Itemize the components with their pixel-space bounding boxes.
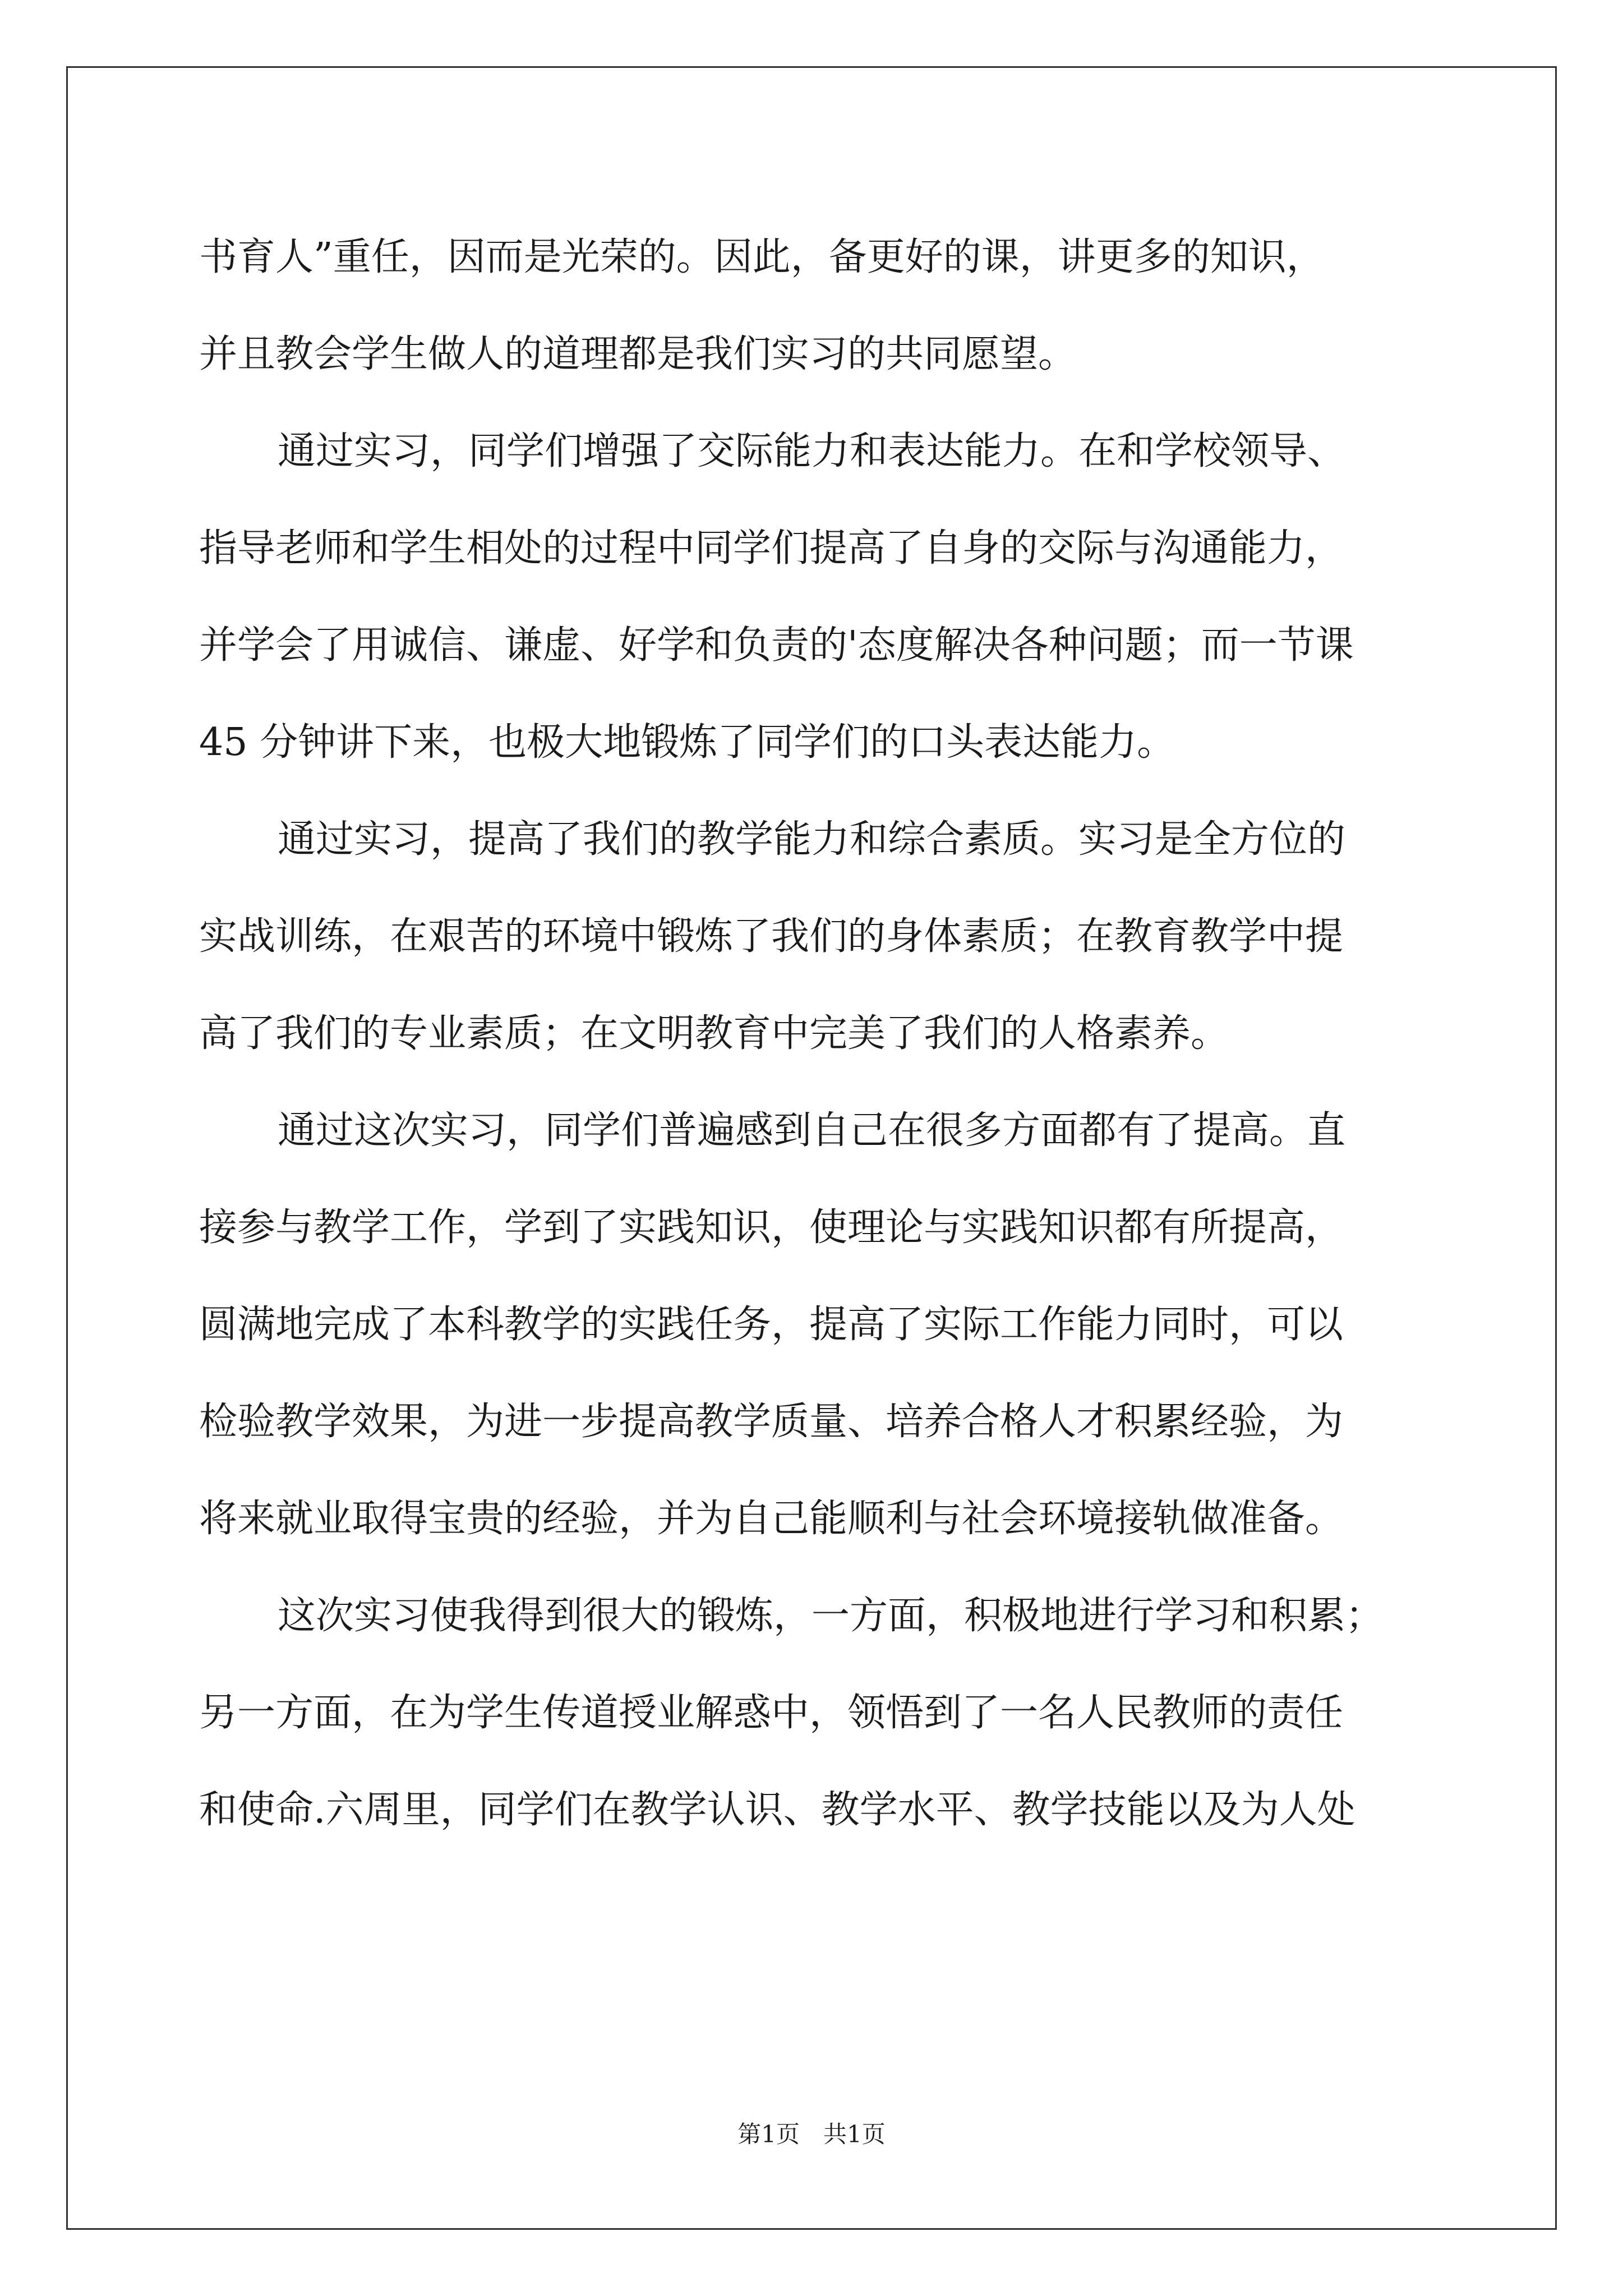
text-line: 45 分钟讲下来，也极大地锻炼了同学们的口头表达能力。 (199, 720, 1175, 765)
text-line: 圆满地完成了本科教学的实践任务，提高了实际工作能力同时，可以 (199, 1303, 1344, 1347)
text-line: 接参与教学工作，学到了实践知识，使理论与实践知识都有所提高， (199, 1205, 1344, 1250)
document-body (199, 209, 1433, 1858)
paragraph-first-line: 通过实习，提高了我们的教学能力和综合素质。实习是全方位的 (278, 817, 1346, 862)
text-line: 并且教会学生做人的道理都是我们实习的共同愿望。 (199, 332, 1077, 376)
text-line: 高了我们的专业素质；在文明教育中完美了我们的人格素养。 (199, 1011, 1229, 1056)
text-line: 书育人”重任，因而是光荣的。因此，备更好的课，讲更多的知识， (199, 235, 1325, 279)
paragraph-first-line: 通过这次实习，同学们普遍感到自己在很多方面都有了提高。直 (278, 1108, 1346, 1153)
text-line: 和使命.六周里，同学们在教学认识、教学水平、教学技能以及为人处 (199, 1788, 1355, 1832)
text-line: 指导老师和学生相处的过程中同学们提高了自身的交际与沟通能力， (199, 526, 1344, 570)
text-line: 并学会了用诚信、谦虚、好学和负责的'态度解决各种问题；而一节课 (199, 623, 1354, 668)
text-line: 检验教学效果，为进一步提高教学质量、培养合格人才积累经验，为 (199, 1400, 1344, 1444)
paragraph-first-line: 通过实习，同学们增强了交际能力和表达能力。在和学校领导、 (278, 429, 1346, 473)
text-line: 另一方面，在为学生传道授业解惑中，领悟到了一名人民教师的责任 (199, 1691, 1344, 1735)
text-line: 将来就业取得宝贵的经验，并为自己能顺利与社会环境接轨做准备。 (199, 1497, 1344, 1541)
text-line: 实战训练，在艰苦的环境中锻炼了我们的身体素质；在教育教学中提 (199, 914, 1344, 959)
page-number-footer: 第1页 共1页 (737, 2120, 886, 2148)
paragraph-first-line: 这次实习使我得到很大的锻炼，一方面，积极地进行学习和积累； (278, 1594, 1384, 1638)
